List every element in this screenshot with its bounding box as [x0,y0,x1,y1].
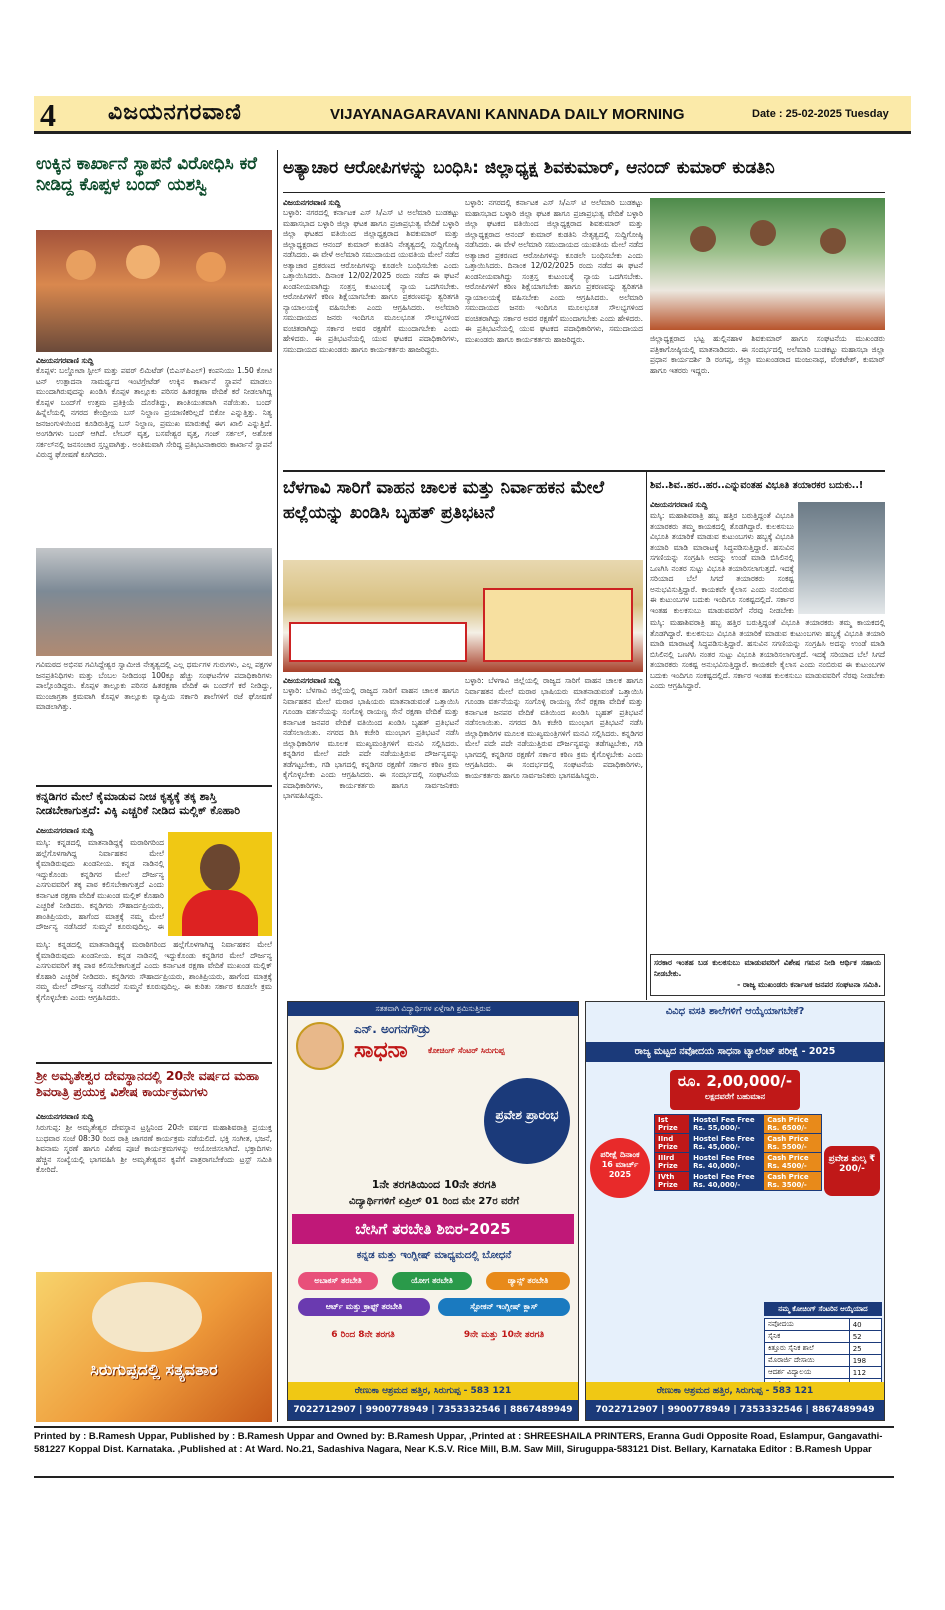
prize-cash: Cash Price Rs. 4500/- [764,1153,822,1172]
article-belagavi-headline: ಬೆಳಗಾವಿ ಸಾರಿಗೆ ವಾಹನ ಚಾಲಕ ಮತ್ತು ನಿರ್ವಾಹಕನ ಮೇಲೆ ಹಲ್ಲೆಯನ್ನು ಖಂಡಿಸಿ ಬೃಹತ್ ಪ್ರತಿಭಟನೆ [283,478,605,523]
ad-left-person: ಎನ್. ಅಂಗನಗೌಡ್ರು [354,1022,431,1036]
prize-rank: IInd Prize [655,1134,690,1153]
prize-cash: Cash Price Rs. 5500/- [764,1134,822,1153]
ad-left-brand: ಸಾಧನಾ [354,1038,408,1063]
article-koppal-byline: ವಿಜಯನಗರವಾಣಿ ಸುದ್ದಿ [36,356,94,365]
article-atrocity-byline: ವಿಜಯನಗರವಾಣಿ ಸುದ್ದಿ [283,198,341,207]
ad-right-prize-total: ರೂ. 2,00,000/- [677,1072,793,1090]
article-koppal-photo [36,230,272,352]
prize-cash: Cash Price Rs. 3500/- [764,1172,822,1191]
newspaper-title-english: VIJAYANAGARAVANI KANNADA DAILY MORNING [330,106,685,123]
result-name: ಸೈನಿಕ [765,1331,850,1343]
ad-right-prize-table [654,1114,822,1191]
article-koppal-body-continued: ಗವಿಮಠದ ಅಭಿನವ ಗವಿಸಿದ್ದೇಶ್ವರ ಸ್ವಾಮೀಜಿ ನೇತೃತ್ವದಲ್ಲಿ ಎಲ್ಲ ಧರ್ಮಗಳ ಗುರುಗಳು, ಎಲ್ಲ ಪಕ್ಷಗಳ ಜನಪ್ರತಿನಿಧಿಗಳು ಮತ್ತು ಬೆಂಬಲ ನೀಡಿದಂಥ 100ಕ್ಕೂ ಹೆಚ್ಚು ಸಂಘಟನೆಗಳ ಪದಾಧಿಕಾರಿಗಳು ಪಾಲ್ಗೊಂಡಿದ್ದರು. ಕೊಪ್ಪಳ ತಾಲ್ಲೂಕು ಪರಿಸರ ಹಿತರಕ್ಷಣಾ ವೇದಿಕೆ ಈ ಬಂದ್‌ಗೆ ಕರೆ ನೀಡಿದ್ದು, ಮುಂಜಾಗ್ರತಾ ಕ್ರಮವಾಗಿ ಕೊಪ್ಪಳ ತಾಲ್ಲೂಕು ವ್ಯಾಪ್ತಿಯ ಸರ್ಕಾರಿ ಶಾಲೆಗಳಿಗೆ ರಜೆ ಘೋಷಣೆ ಮಾಡಲಾಗಿತ್ತು. [36,660,272,711]
result-name: ಮೊರಾರ್ಜಿ ದೇಸಾಯಿ [765,1355,850,1367]
column-rule [646,470,647,1000]
article-temple-body: ಸಿರುಗುಪ್ಪ: ಶ್ರೀ ಅಮೃತೇಶ್ವರ ದೇವಸ್ಥಾನ ಟ್ರಸ್ಟಿನಿಂದ 20ನೇ ವರ್ಷದ ಮಹಾಶಿವರಾತ್ರಿ ಪ್ರಯುಕ್ತ ಬುಧವಾರ ಸಂಜೆ 08:30 ರಿಂದ ರಾತ್ರಿ ಜಾಗರಣೆ ಕಾರ್ಯಕ್ರಮ ನಡೆಯಲಿದೆ. ಭಕ್ತಿ ಸಂಗೀತ, ಭಜನೆ, ಶಿವನಾಮ ಸ್ಮರಣೆ ಹಾಗೂ ವಿಶೇಷ ಪೂಜೆ ಕಾರ್ಯಕ್ರಮಗಳನ್ನು ಆಯೋಜಿಸಲಾಗಿದೆ. ಭಕ್ತಾದಿಗಳು ಹೆಚ್ಚಿನ ಸಂಖ್ಯೆಯಲ್ಲಿ ಭಾಗವಹಿಸಿ ಶ್ರೀ ಅಮೃತೇಶ್ವರನ ಕೃಪೆಗೆ ಪಾತ್ರರಾಗಬೇಕೆಂದು ಟ್ರಸ್ಟ್ ಸಮಿತಿ ಕೋರಿದೆ. [36,1123,272,1174]
article-belagavi-photo [283,560,643,672]
vibhuti-notice-sign: - ರಾಜ್ಯ ಮುಖಂಡರು ಕರ್ನಾಟಕ ಜನಪರ ಸಂಘಟನಾ ಸಮಿತಿ. [737,980,881,989]
article-koppal-crowd-photo [36,548,272,656]
prize-hostel: Hostel Fee Free Rs. 55,000/- [690,1115,764,1134]
result-name: ಕಿತ್ತೂರು ಸೈನಿಕ ಶಾಲೆ [765,1343,850,1355]
result-count: 198 [849,1355,881,1367]
prize-row [655,1115,822,1134]
newspaper-title-kannada: ವಿಜಯನಗರವಾಣಿ [108,100,242,125]
ad-left-batch1: 6 ರಿಂದ 8ನೇ ತರಗತಿ [331,1330,395,1340]
article-atrocity-body-col2: ಬಳ್ಳಾರಿ: ನಗರದಲ್ಲಿ ಕರ್ನಾಟಕ ಎಸ್ ಸಿ/ಎಸ್ ಟಿ ಅಲೆಮಾರಿ ಬುಡಕಟ್ಟು ಮಹಾಸಭಾದ ಬಳ್ಳಾರಿ ಜಿಲ್ಲಾ ಘಟಕ ಹಾಗೂ ಪ್ರಜಾಪ್ರಭುತ್ವ ವೇದಿಕೆ ಬಳ್ಳಾರಿ ಜಿಲ್ಲಾ ಘಟಕದ ವತಿಯಿಂದ ಜಿಲ್ಲಾಧ್ಯಕ್ಷರಾದ ಶಿವಕುಮಾರ್ ಮತ್ತು ಜಿಲ್ಲಾಧ್ಯಕ್ಷರಾದ ಆನಂದ್ ಕುಮಾರ್ ಕುಡತಿನಿ ನೇತೃತ್ವದಲ್ಲಿ ಸುದ್ದಿಗೋಷ್ಠಿ ನಡೆಸಿದರು. ಈ ವೇಳೆ ಅಲೆಮಾರಿ ಸಮುದಾಯದ ಯುವತಿಯ ಮೇಲೆ ನಡೆದ ಅತ್ಯಾಚಾರ ಪ್ರಕರಣದ ಆರೋಪಿಗಳನ್ನು ಕೂಡಲೇ ಬಂಧಿಸಬೇಕು ಎಂದು ಒತ್ತಾಯಿಸಿದರು. ದಿನಾಂಕ 12/02/2025 ರಂದು ನಡೆದ ಈ ಘಟನೆ ಖಂಡನೀಯವಾಗಿದ್ದು ಸಂತ್ರಸ್ತ ಕುಟುಂಬಕ್ಕೆ ನ್ಯಾಯ ಒದಗಿಸಬೇಕು. ಆರೋಪಿಗಳಿಗೆ ಕಠಿಣ ಶಿಕ್ಷೆಯಾಗಬೇಕು ಹಾಗೂ ಪ್ರಕರಣವನ್ನು ತ್ವರಿತಗತಿ ನ್ಯಾಯಾಲಯಕ್ಕೆ ವಹಿಸಬೇಕು ಎಂದು ಆಗ್ರಹಿಸಿದರು. ಅಲೆಮಾರಿ ಸಮುದಾಯದ ಜನರು ಇಂದಿಗೂ ಮೂಲಭೂತ ಸೌಲಭ್ಯಗಳಿಂದ ವಂಚಿತರಾಗಿದ್ದು ಸರ್ಕಾರ ಅವರ ರಕ್ಷಣೆಗೆ ಮುಂದಾಗಬೇಕು ಎಂದು ಹೇಳಿದರು. ಈ ಪ್ರತಿಭಟನೆಯಲ್ಲಿ ಯುವ ಘಟಕದ ಪದಾಧಿಕಾರಿಗಳು, ಸಮುದಾಯದ ಮುಖಂಡರು ಹಾಗೂ ಕಾರ್ಯಕರ್ತರು ಹಾಜರಿದ್ದರು. [465,198,643,344]
article-divider [36,1062,272,1064]
article-atrocity-headline: ಅತ್ಯಾಚಾರ ಆರೋಪಿಗಳನ್ನು ಬಂಧಿಸಿ: ಜಿಲ್ಲಾಧ್ಯಕ್ಷ ಶಿವಕುಮಾರ್, ಆನಂದ್ ಕುಮಾರ್ ಕುಡತಿನಿ [283,158,775,178]
result-count: 112 [849,1367,881,1379]
prize-rank: IVth Prize [655,1172,690,1191]
ad-right-phones: 7022712907 | 9900778949 | 7353332546 | 8867489949 [586,1400,884,1420]
article-temple-headline: ಶ್ರೀ ಅಮೃತೇಶ್ವರ ದೇವಸ್ಥಾನದಲ್ಲಿ 20ನೇ ವರ್ಷದ ಮಹಾ ಶಿವರಾತ್ರಿ ಪ್ರಯುಕ್ತ ವಿಶೇಷ ಕಾರ್ಯಕ್ರಮಗಳು [36,1068,260,1099]
article-kannadiga-headline: ಕನ್ನಡಿಗರ ಮೇಲೆ ಕೈಮಾಡುವ ನೀಚ ಕೃತ್ಯಕ್ಕೆ ತಕ್ಕ ಶಾಸ್ತಿ ನೀಡಬೇಕಾಗುತ್ತದೆ: ವಿಕ್ಕಿ ಎಚ್ಚರಿಕೆ ನೀಡಿದ ಮಲ್ಲಿಕ್ ಕೊಹಾರಿ [36,790,241,817]
article-kannadiga-byline: ವಿಜಯನಗರವಾಣಿ ಸುದ್ದಿ [36,826,94,835]
issue-date: Date : 25-02-2025 Tuesday [752,108,889,120]
footer-rule [34,1426,894,1428]
prize-row [655,1172,822,1191]
result-name: ಆದರ್ಶ ವಿದ್ಯಾಲಯ [765,1367,850,1379]
article-atrocity-body-col1: ಬಳ್ಳಾರಿ: ನಗರದಲ್ಲಿ ಕರ್ನಾಟಕ ಎಸ್ ಸಿ/ಎಸ್ ಟಿ ಅಲೆಮಾರಿ ಬುಡಕಟ್ಟು ಮಹಾಸಭಾದ ಬಳ್ಳಾರಿ ಜಿಲ್ಲಾ ಘಟಕ ಹಾಗೂ ಪ್ರಜಾಪ್ರಭುತ್ವ ವೇದಿಕೆ ಬಳ್ಳಾರಿ ಜಿಲ್ಲಾ ಘಟಕದ ವತಿಯಿಂದ ಜಿಲ್ಲಾಧ್ಯಕ್ಷರಾದ ಶಿವಕುಮಾರ್ ಮತ್ತು ಜಿಲ್ಲಾಧ್ಯಕ್ಷರಾದ ಆನಂದ್ ಕುಮಾರ್ ಕುಡತಿನಿ ನೇತೃತ್ವದಲ್ಲಿ ಸುದ್ದಿಗೋಷ್ಠಿ ನಡೆಸಿದರು. ಈ ವೇಳೆ ಅಲೆಮಾರಿ ಸಮುದಾಯದ ಯುವತಿಯ ಮೇಲೆ ನಡೆದ ಅತ್ಯಾಚಾರ ಪ್ರಕರಣದ ಆರೋಪಿಗಳನ್ನು ಕೂಡಲೇ ಬಂಧಿಸಬೇಕು ಎಂದು ಒತ್ತಾಯಿಸಿದರು. ದಿನಾಂಕ 12/02/2025 ರಂದು ನಡೆದ ಈ ಘಟನೆ ಖಂಡನೀಯವಾಗಿದ್ದು ಸಂತ್ರಸ್ತ ಕುಟುಂಬಕ್ಕೆ ನ್ಯಾಯ ಒದಗಿಸಬೇಕು. ಆರೋಪಿಗಳಿಗೆ ಕಠಿಣ ಶಿಕ್ಷೆಯಾಗಬೇಕು ಹಾಗೂ ಪ್ರಕರಣವನ್ನು ತ್ವರಿತಗತಿ ನ್ಯಾಯಾಲಯಕ್ಕೆ ವಹಿಸಬೇಕು ಎಂದು ಆಗ್ರಹಿಸಿದರು. ಅಲೆಮಾರಿ ಸಮುದಾಯದ ಜನರು ಇಂದಿಗೂ ಮೂಲಭೂತ ಸೌಲಭ್ಯಗಳಿಂದ ವಂಚಿತರಾಗಿದ್ದು ಸರ್ಕಾರ ಅವರ ರಕ್ಷಣೆಗೆ ಮುಂದಾಗಬೇಕು ಎಂದು ಹೇಳಿದರು. ಈ ಪ್ರತಿಭಟನೆಯಲ್ಲಿ ಯುವ ಘಟಕದ ಪದಾಧಿಕಾರಿಗಳು, ಸಮುದಾಯದ ಮುಖಂಡರು ಹಾಗೂ ಕಾರ್ಯಕರ್ತರು ಹಾಜರಿದ್ದರು. [283,208,459,354]
result-name: ನವೋದಯ [765,1319,850,1331]
ad-right-prize-banner [670,1070,800,1110]
ad-left-batch2: 9ನೇ ಮತ್ತು 10ನೇ ತರಗತಿ [463,1330,545,1340]
article-kannadiga-photo [168,832,272,936]
ad-left-classes: 1ನೇ ತರಗತಿಯಿಂದ 10ನೇ ತರಗತಿ [371,1178,497,1191]
article-divider [283,192,885,193]
ad-left-activity: ಅಬಾಕಸ್ ತರಬೇತಿ [298,1272,378,1290]
article-atrocity-caption: ಜಿಲ್ಲಾಧ್ಯಕ್ಷರಾದ ಭಟ್ಟ ಹುಲ್ಲಿನಹಾಳ ಶಿವಕುಮಾರ್ ಹಾಗೂ ಸಂಘಟನೆಯ ಮುಖಂಡರು ಪತ್ರಿಕಾಗೋಷ್ಠಿಯಲ್ಲಿ ಮಾತನಾಡಿದರು. ಈ ಸಂದರ್ಭದಲ್ಲಿ ಅಲೆಮಾರಿ ಬುಡಕಟ್ಟು ಮಹಾಸಭಾ ಜಿಲ್ಲಾ ಪ್ರಧಾನ ಕಾರ್ಯದರ್ಶಿ ಡಿ ರಂಗಪ್ಪ, ಜಿಲ್ಲಾ ಮುಖಂಡರಾದ ಮಂಜುನಾಥ, ವೆಂಕಟೇಶ್, ಕುಮಾರ್ ಹಾಗೂ ಇತರರು ಇದ್ದರು. [650,334,885,375]
ad-left-activity: ಯೋಗ ತರಬೇತಿ [392,1272,472,1290]
ad-left-activity: ಆರ್ಟ್ ಮತ್ತು ಕ್ರಾಫ್ಟ್ ತರಬೇತಿ [298,1298,430,1316]
result-row [765,1367,882,1379]
ad-left-portrait [296,1022,344,1070]
ad-right-exam-date: ಪರೀಕ್ಷೆ ದಿನಾಂಕ 16 ಮಾರ್ಚ್ 2025 [590,1138,650,1198]
article-vibhuti-byline: ವಿಜಯನಗರವಾಣಿ ಸುದ್ದಿ [650,500,708,509]
article-koppal-headline: ಉಕ್ಕಿನ ಕಾರ್ಖಾನೆ ಸ್ಥಾಪನೆ ವಿರೋಧಿಸಿ ಕರೆ ನೀಡಿದ್ದ ಕೊಪ್ಪಳ ಬಂದ್ ಯಶಸ್ವಿ [36,154,257,196]
article-kannadiga-body-continued: ಮಸ್ಕಿ: ಕನ್ನಡದಲ್ಲಿ ಮಾತನಾಡಿದ್ದಕ್ಕೆ ಮರಾಠಿಗರಿಂದ ಹಲ್ಲೆಗೊಳಗಾಗಿದ್ದ ನಿರ್ವಾಹಕನ ಮೇಲೆ ಕೈಮಾಡಿರುವುದು ಖಂಡನೀಯ. ಕನ್ನಡ ನಾಡಿನಲ್ಲಿ ಇದ್ದುಕೊಂಡು ಕನ್ನಡಿಗರ ಮೇಲೆ ದೌರ್ಜನ್ಯ ಎಸಗುವವರಿಗೆ ತಕ್ಕ ಪಾಠ ಕಲಿಸಬೇಕಾಗುತ್ತದೆ ಎಂದು ಕರ್ನಾಟಕ ರಕ್ಷಣಾ ವೇದಿಕೆ ಮುಖಂಡ ಮಲ್ಲಿಕ್ ಕೊಹಾರಿ ಎಚ್ಚರಿಕೆ ನೀಡಿದರು. ಕನ್ನಡಿಗರು ಸೌಹಾರ್ದಪ್ರಿಯರು, ಶಾಂತಿಪ್ರಿಯರು, ಹಾಗೆಂದ ಮಾತ್ರಕ್ಕೆ ನಮ್ಮ ಮೇಲೆ ದೌರ್ಜನ್ಯ ನಡೆಸಿದರೆ ಸುಮ್ಮನೆ ಕೂರುವುದಿಲ್ಲ. ಈ ಕುರಿತು ಸರ್ಕಾರ ಕೂಡಲೇ ಕ್ರಮ ಕೈಗೊಳ್ಳಬೇಕು ಎಂದು ಆಗ್ರಹಿಸಿದರು. [36,940,272,1002]
ad-right-headline: ರಾಜ್ಯ ಮಟ್ಟದ ನವೋದಯ ಸಾಧನಾ ಟ್ಯಾಲೆಂಟ್ ಪರೀಕ್ಷೆ - 2025 [586,1042,884,1062]
ad-sadhana-summer-camp [287,1001,579,1421]
ad-sadhana-talent-exam [585,1001,885,1421]
article-atrocity-photo [650,198,885,330]
ad-right-prize-sub: ಲಕ್ಷದವರೆಗೆ ಬಹುಮಾನ [704,1092,766,1101]
ad-left-activity: ಡ್ಯಾನ್ಸ್ ತರಬೇತಿ [486,1272,570,1290]
ad-left-brand-sub: ಕೋಚಿಂಗ್ ಸೆಂಟರ್ ಸಿರುಗುಪ್ಪ [428,1046,505,1055]
column-rule [277,150,278,1422]
result-count: 40 [849,1319,881,1331]
article-koppal-body: ಕೊಪ್ಪಳ: ಬಲ್ಡೋಟಾ ಸ್ಟೀಲ್ ಮತ್ತು ಪವರ್ ಲಿಮಿಟೆಡ್ (ಬಿಎಸ್‌ಪಿಎಲ್) ಕಂಪನಿಯು 1.50 ಕೋಟಿ ಟನ್ ಉತ್ಪಾದನಾ ಸಾಮರ್ಥ್ಯದ ಇಂಟಿಗ್ರೇಟೆಡ್ ಉಕ್ಕಿನ ಕಾರ್ಖಾನೆ ಸ್ಥಾಪನೆ ಮಾಡಲು ಮುಂದಾಗಿರುವುದನ್ನು ಖಂಡಿಸಿ ಕೊಪ್ಪಳ ತಾಲ್ಲೂಕು ಪರಿಸರ ಹಿತರಕ್ಷಣಾ ವೇದಿಕೆ ಕರೆ ನೀಡಲಾಗಿದ್ದ ಕೊಪ್ಪಳ ಬಂದ್‌ಗೆ ಉತ್ತಮ ಪ್ರತಿಕ್ರಿಯೆ ದೊರೆತಿದ್ದು, ಶಾಂತಿಯುತವಾಗಿ ನಡೆಯಿತು. ಬಂದ್ ಹಿನ್ನೆಲೆಯಲ್ಲಿ ನಗರದ ಕೇಂದ್ರೀಯ ಬಸ್ ನಿಲ್ದಾಣ ಪ್ರಯಾಣಿಕರಿಲ್ಲದೆ ಬಿಕೋ ಎನ್ನುತ್ತಿತ್ತು. ನಿತ್ಯ ಜನಜಂಗುಳಿಯಿಂದ ಕೂಡಿರುತ್ತಿದ್ದ ಬಸ್ ನಿಲ್ದಾಣ, ಪ್ರಮುಖ ಮಾರುಕಟ್ಟೆ ಈಗ ಖಾಲಿ ಎನ್ನುತ್ತಿದೆ. ಅಂಗಡಿಗಳು ಬಂದ್ ಆಗಿದೆ. ಲೇಬರ್ ವೃತ್ತ, ಬಸವೇಶ್ವರ ವೃತ್ತ, ಗಂಜ್ ಸರ್ಕಲ್, ಅಶೋಕ ಸರ್ಕಲ್‌ನಲ್ಲಿ ಜನಸಂಚಾರ ಸ್ತಬ್ದವಾಗಿತ್ತು. ಅಂತಿಮವಾಗಿ ಸೇರಿದ್ದ ಪ್ರತಿಭಟನಾಕಾರರು ಕಾರ್ಖಾನೆ ಸ್ಥಾಪನೆ ವಿರುದ್ಧ ಘೋಷಣೆ ಕೂಗಿದರು. [36,366,272,459]
ad-left-camp: ಬೇಸಿಗೆ ತರಬೇತಿ ಶಿಬಿರ-2025 [292,1214,574,1244]
prize-rank: Ist Prize [655,1115,690,1134]
article-divider [36,785,272,787]
ad-right-address: ರೇಣುಕಾ ಆಶ್ರಮದ ಹತ್ತಿರ, ಸಿರುಗುಪ್ಪ - 583 121 [586,1382,884,1400]
ad-right-results-title: ನಮ್ಮ ಕೋಚಿಂಗ್ ಸೆಂಟರಿನ ಆಯ್ಕೆಯಾದ [764,1302,882,1316]
temple-banner-text: ಸಿರುಗುಪ್ಪದಲ್ಲಿ ಸತ್ಯವತಾರ [90,1360,218,1379]
article-kannadiga-body: ಮಸ್ಕಿ: ಕನ್ನಡದಲ್ಲಿ ಮಾತನಾಡಿದ್ದಕ್ಕೆ ಮರಾಠಿಗರಿಂದ ಹಲ್ಲೆಗೊಳಗಾಗಿದ್ದ ನಿರ್ವಾಹಕನ ಮೇಲೆ ಕೈಮಾಡಿರುವುದು ಖಂಡನೀಯ. ಕನ್ನಡ ನಾಡಿನಲ್ಲಿ ಇದ್ದುಕೊಂಡು ಕನ್ನಡಿಗರ ಮೇಲೆ ದೌರ್ಜನ್ಯ ಎಸಗುವವರಿಗೆ ತಕ್ಕ ಪಾಠ ಕಲಿಸಬೇಕಾಗುತ್ತದೆ ಎಂದು ಕರ್ನಾಟಕ ರಕ್ಷಣಾ ವೇದಿಕೆ ಮುಖಂಡ ಮಲ್ಲಿಕ್ ಕೊಹಾರಿ ಎಚ್ಚರಿಕೆ ನೀಡಿದರು. ಕನ್ನಡಿಗರು ಸೌಹಾರ್ದಪ್ರಿಯರು, ಶಾಂತಿಪ್ರಿಯರು, ಹಾಗೆಂದ ಮಾತ್ರಕ್ಕೆ ನಮ್ಮ ಮೇಲೆ ದೌರ್ಜನ್ಯ ನಡೆಸಿದರೆ ಸುಮ್ಮನೆ ಕೂರುವುದಿಲ್ಲ. ಈ [36,838,164,931]
prize-row [655,1134,822,1153]
ad-left-address: ರೇಣುಕಾ ಆಶ್ರಮದ ಹತ್ತಿರ, ಸಿರುಗುಪ್ಪ - 583 121 [288,1382,578,1400]
imprint-footer: Printed by : B.Ramesh Uppar, Published by : B.Ramesh Uppar and Owned by: B.Ramesh Uppar, ,Printed at : SHREESHAILA PRINTERS, Eranna Gudi Opposite Road, Eslampur, Gangavathi-581227 Koppal Dist. Karnataka. ,Published at : At Ward. No.21, Sadashiva Nagara, Near K.S.V. Rice Mill, B.M. Saw Mill, Siruguppa-583121 Dist. Bellary, Karnataka Editor : B.Ramesh Uppar [34,1431,883,1455]
vibhuti-notice-text: ಸರಕಾರ ಇಂತಹ ಬಡ ಕುಲಕಸುಬು ಮಾಡುವವರಿಗೆ ವಿಶೇಷ ಗಮನ ನೀಡಿ ಆರ್ಥಿಕ ಸಹಾಯ ನೀಡಬೇಕು. [654,958,881,978]
article-vibhuti-headline: ಶಿವ..ಶಿವ..ಹರ..ಹರ..ಎನ್ನುವಂತಹ ವಿಭೂತಿ ತಯಾರಕರ ಬದುಕು..! [650,480,864,491]
prize-rank: IIIrd Prize [655,1153,690,1172]
prize-hostel: Hostel Fee Free Rs. 40,000/- [690,1172,764,1191]
article-divider [283,470,885,472]
ad-left-activity: ಸ್ಪೋಕನ್ ಇಂಗ್ಲೀಷ್ ಕ್ಲಾಸ್ [438,1298,570,1316]
article-vibhuti-notice [650,954,885,996]
article-temple-banner [36,1272,272,1422]
ad-right-results-table [764,1318,882,1391]
article-belagavi-body-col2: ಬಳ್ಳಾರಿ: ಬೆಳಗಾವಿ ಜಿಲ್ಲೆಯಲ್ಲಿ ರಾಜ್ಯದ ಸಾರಿಗೆ ವಾಹನ ಚಾಲಕ ಹಾಗೂ ನಿರ್ವಾಹಕನ ಮೇಲೆ ಮರಾಠ ಭಾಷಿಯರು ಮಾತನಾಡುವಂತೆ ಒತ್ತಾಯಿಸಿ ಗೂಂಡಾ ವರ್ತನೆಯನ್ನು ಸಂಗೊಳ್ಳಿ ರಾಯಣ್ಣ ಸೇನೆ ರಕ್ಷಣಾ ವೇದಿಕೆ ಮತ್ತು ಕರ್ನಾಟಕ ಜನಪರ ವೇದಿಕೆ ವತಿಯಿಂದ ಖಂಡಿಸಿ ಬೃಹತ್ ಪ್ರತಿಭಟನೆ ನಡೆಸಲಾಯಿತು. ನಗರದ ಡಿಸಿ ಕಚೇರಿ ಮುಂಭಾಗ ಪ್ರತಿಭಟನೆ ನಡೆಸಿ ಜಿಲ್ಲಾಧಿಕಾರಿಗಳ ಮೂಲಕ ಮುಖ್ಯಮಂತ್ರಿಗಳಿಗೆ ಮನವಿ ಸಲ್ಲಿಸಿದರು. ಕನ್ನಡಿಗರ ಮೇಲೆ ಪದೇ ಪದೇ ನಡೆಯುತ್ತಿರುವ ದೌರ್ಜನ್ಯವನ್ನು ತಡೆಗಟ್ಟಬೇಕು, ಗಡಿ ಭಾಗದಲ್ಲಿ ಕನ್ನಡಿಗರ ರಕ್ಷಣೆಗೆ ಸರ್ಕಾರ ಕಠಿಣ ಕ್ರಮ ಕೈಗೊಳ್ಳಬೇಕು ಎಂದು ಆಗ್ರಹಿಸಿದರು. ಈ ಸಂದರ್ಭದಲ್ಲಿ ಸಂಘಟನೆಯ ಪದಾಧಿಕಾರಿಗಳು, ಕಾರ್ಯಕರ್ತರು ಹಾಗೂ ಸಾರ್ವಜನಿಕರು ಭಾಗವಹಿಸಿದ್ದರು. [465,676,643,780]
result-row [765,1331,882,1343]
article-vibhuti-photo [798,502,885,614]
article-vibhuti-body: ಮಸ್ಕಿ: ಮಹಾಶಿವರಾತ್ರಿ ಹಬ್ಬ ಹತ್ತಿರ ಬರುತ್ತಿದ್ದಂತೆ ವಿಭೂತಿ ತಯಾರಕರು ತಮ್ಮ ಕಾಯಕದಲ್ಲಿ ತೊಡಗಿದ್ದಾರೆ. ಕುಲಕಸುಬು ವಿಭೂತಿ ತಯಾರಿಕೆ ಮಾಡುವ ಕುಟುಂಬಗಳು ಹಬ್ಬಕ್ಕೆ ವಿಭೂತಿ ತಯಾರಿ ಮಾಡಿ ಮಾರಾಟಕ್ಕೆ ಸಿದ್ಧಪಡಿಸುತ್ತಿದ್ದಾರೆ. ಹಸುವಿನ ಸಗಣಿಯನ್ನು ಸಂಗ್ರಹಿಸಿ ಅದನ್ನು ಉಂಡೆ ಮಾಡಿ ಬಿಸಿಲಿನಲ್ಲಿ ಒಣಗಿಸಿ ನಂತರ ಸುಟ್ಟು ವಿಭೂತಿ ತಯಾರಿಸಲಾಗುತ್ತದೆ. ಇದಕ್ಕೆ ಸರಿಯಾದ ಬೆಲೆ ಸಿಗದೆ ತಯಾರಕರು ಸಂಕಷ್ಟ ಅನುಭವಿಸುತ್ತಿದ್ದಾರೆ. ಕಾಯಕವೇ ಕೈಲಾಸ ಎಂದು ನಂಬಿರುವ ಈ ಕುಟುಂಬಗಳ ಬದುಕು ಇಂದಿಗೂ ಸಂಕಷ್ಟದಲ್ಲಿದೆ. ಸರ್ಕಾರ ಇಂತಹ ಕುಲಕಸುಬು ಮಾಡುವವರಿಗೆ ನೆರವು ನೀಡಬೇಕು [650,511,794,615]
result-row [765,1355,882,1367]
article-belagavi-body-col1: ಬಳ್ಳಾರಿ: ಬೆಳಗಾವಿ ಜಿಲ್ಲೆಯಲ್ಲಿ ರಾಜ್ಯದ ಸಾರಿಗೆ ವಾಹನ ಚಾಲಕ ಹಾಗೂ ನಿರ್ವಾಹಕನ ಮೇಲೆ ಮರಾಠ ಭಾಷಿಯರು ಮಾತನಾಡುವಂತೆ ಒತ್ತಾಯಿಸಿ ಗೂಂಡಾ ವರ್ತನೆಯನ್ನು ಸಂಗೊಳ್ಳಿ ರಾಯಣ್ಣ ಸೇನೆ ರಕ್ಷಣಾ ವೇದಿಕೆ ಮತ್ತು ಕರ್ನಾಟಕ ಜನಪರ ವೇದಿಕೆ ವತಿಯಿಂದ ಖಂಡಿಸಿ ಬೃಹತ್ ಪ್ರತಿಭಟನೆ ನಡೆಸಲಾಯಿತು. ನಗರದ ಡಿಸಿ ಕಚೇರಿ ಮುಂಭಾಗ ಪ್ರತಿಭಟನೆ ನಡೆಸಿ ಜಿಲ್ಲಾಧಿಕಾರಿಗಳ ಮೂಲಕ ಮುಖ್ಯಮಂತ್ರಿಗಳಿಗೆ ಮನವಿ ಸಲ್ಲಿಸಿದರು. ಕನ್ನಡಿಗರ ಮೇಲೆ ಪದೇ ಪದೇ ನಡೆಯುತ್ತಿರುವ ದೌರ್ಜನ್ಯವನ್ನು ತಡೆಗಟ್ಟಬೇಕು, ಗಡಿ ಭಾಗದಲ್ಲಿ ಕನ್ನಡಿಗರ ರಕ್ಷಣೆಗೆ ಸರ್ಕಾರ ಕಠಿಣ ಕ್ರಮ ಕೈಗೊಳ್ಳಬೇಕು ಎಂದು ಆಗ್ರಹಿಸಿದರು. ಈ ಸಂದರ್ಭದಲ್ಲಿ ಸಂಘಟನೆಯ ಪದಾಧಿಕಾರಿಗಳು, ಕಾರ್ಯಕರ್ತರು ಹಾಗೂ ಸಾರ್ವಜನಿಕರು ಭಾಗವಹಿಸಿದ್ದರು. [283,686,459,800]
footer-rule [34,1476,894,1478]
result-row [765,1319,882,1331]
result-row [765,1343,882,1355]
ad-right-fee: ಪ್ರವೇಶ ಶುಲ್ಕ ₹ 200/- [824,1146,880,1196]
ad-right-tagline: ವಿವಿಧ ವಸತಿ ಶಾಲೆಗಳಿಗೆ ಆಯ್ಕೆಯಾಗಬೇಕೆ? [665,1006,805,1017]
article-temple-byline: ವಿಜಯನಗರವಾಣಿ ಸುದ್ದಿ [36,1112,94,1121]
result-count: 25 [849,1343,881,1355]
prize-row [655,1153,822,1172]
page-number: 4 [40,97,56,133]
ad-left-dates: ವಿದ್ಯಾರ್ಥಿಗಳಿಗೆ ಏಪ್ರಿಲ್ 01 ರಿಂದ ಮೇ 27ರ ವರೆಗೆ [348,1196,520,1207]
ad-left-admission-badge: ಪ್ರವೇಶ ಪ್ರಾರಂಭ [484,1078,570,1164]
ad-left-medium: ಕನ್ನಡ ಮತ್ತು ಇಂಗ್ಲೀಷ್ ಮಾಧ್ಯಮದಲ್ಲಿ ಬೋಧನೆ [356,1250,512,1261]
ad-left-phones: 7022712907 | 9900778949 | 7353332546 | 8867489949 [288,1400,578,1420]
article-belagavi-byline: ವಿಜಯನಗರವಾಣಿ ಸುದ್ದಿ [283,676,341,685]
ad-left-tagline: ಸತತವಾಗಿ ವಿದ್ಯಾರ್ಥಿಗಳ ಏಳ್ಗೆಗಾಗಿ ಶ್ರಮಿಸುತ್ತಿರುವ [288,1002,578,1016]
article-vibhuti-body-continued: ಮಸ್ಕಿ: ಮಹಾಶಿವರಾತ್ರಿ ಹಬ್ಬ ಹತ್ತಿರ ಬರುತ್ತಿದ್ದಂತೆ ವಿಭೂತಿ ತಯಾರಕರು ತಮ್ಮ ಕಾಯಕದಲ್ಲಿ ತೊಡಗಿದ್ದಾರೆ. ಕುಲಕಸುಬು ವಿಭೂತಿ ತಯಾರಿಕೆ ಮಾಡುವ ಕುಟುಂಬಗಳು ಹಬ್ಬಕ್ಕೆ ವಿಭೂತಿ ತಯಾರಿ ಮಾಡಿ ಮಾರಾಟಕ್ಕೆ ಸಿದ್ಧಪಡಿಸುತ್ತಿದ್ದಾರೆ. ಹಸುವಿನ ಸಗಣಿಯನ್ನು ಸಂಗ್ರಹಿಸಿ ಅದನ್ನು ಉಂಡೆ ಮಾಡಿ ಬಿಸಿಲಿನಲ್ಲಿ ಒಣಗಿಸಿ ನಂತರ ಸುಟ್ಟು ವಿಭೂತಿ ತಯಾರಿಸಲಾಗುತ್ತದೆ. ಇದಕ್ಕೆ ಸರಿಯಾದ ಬೆಲೆ ಸಿಗದೆ ತಯಾರಕರು ಸಂಕಷ್ಟ ಅನುಭವಿಸುತ್ತಿದ್ದಾರೆ. ಕಾಯಕವೇ ಕೈಲಾಸ ಎಂದು ನಂಬಿರುವ ಈ ಕುಟುಂಬಗಳ ಬದುಕು ಇಂದಿಗೂ ಸಂಕಷ್ಟದಲ್ಲಿದೆ. ಸರ್ಕಾರ ಇಂತಹ ಕುಲಕಸುಬು ಮಾಡುವವರಿಗೆ ನೆರವು ನೀಡಬೇಕು ಎಂದು ಆಗ್ರಹಿಸಿದ್ದಾರೆ. [650,618,885,690]
prize-hostel: Hostel Fee Free Rs. 40,000/- [690,1153,764,1172]
prize-hostel: Hostel Fee Free Rs. 45,000/- [690,1134,764,1153]
prize-cash: Cash Price Rs. 6500/- [764,1115,822,1134]
result-count: 52 [849,1331,881,1343]
